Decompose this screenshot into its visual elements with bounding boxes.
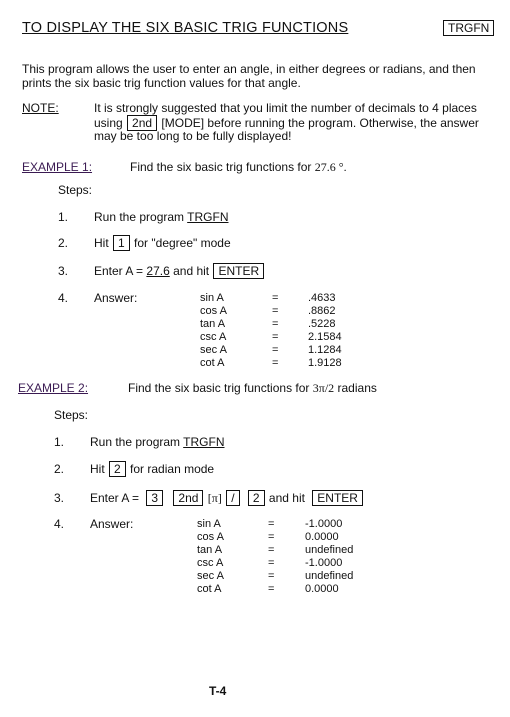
ex2-step-1-num: 1.	[54, 435, 65, 449]
ex1-step-3-pre: Enter A =	[94, 264, 144, 278]
ex2-step-3-mid: and hit	[268, 491, 305, 505]
fn-value: 2.1584	[308, 331, 342, 343]
fn-label: cot A	[200, 357, 225, 369]
note-label: NOTE:	[22, 101, 59, 115]
note-line-3: may be too long to be fully displayed!	[94, 129, 292, 143]
equals-sign: =	[272, 292, 279, 304]
ex1-step-1-num: 1.	[58, 210, 69, 224]
fn-label: csc A	[197, 557, 224, 569]
example-1-task	[130, 160, 347, 175]
fn-label: sec A	[200, 344, 227, 356]
key-2: 2	[248, 490, 265, 506]
key-divide: /	[226, 490, 239, 506]
equals-sign: =	[268, 531, 275, 543]
note-line-1: It is strongly suggested that you limit the number of decimals to 4 places	[94, 101, 477, 115]
note-line-2-pre: using	[94, 116, 123, 130]
ex1-step-2-num: 2.	[58, 236, 69, 250]
fn-value: 1.9128	[308, 357, 342, 369]
ex1-answer-label: Answer:	[94, 291, 138, 305]
example-2-task-text: Find the six basic trig functions for	[128, 381, 310, 395]
equals-sign: =	[268, 583, 275, 595]
pi-symbol: [π]	[207, 491, 222, 505]
ex1-step-2-pre: Hit	[94, 236, 109, 250]
fn-label: cos A	[197, 531, 224, 543]
fn-value: undefined	[305, 570, 354, 582]
key-2nd: 2nd	[173, 490, 203, 506]
fn-value: undefined	[305, 544, 354, 556]
ex2-step-2	[90, 461, 214, 477]
ex1-step-2	[94, 235, 231, 251]
intro-line-2: prints the six basic trig function values for that angle.	[22, 76, 301, 90]
ex2-step-3	[90, 490, 364, 506]
example-2-label: EXAMPLE 2:	[18, 381, 89, 395]
fn-value: 0.0000	[305, 583, 339, 595]
key-enter: ENTER	[312, 490, 363, 506]
ex2-program-name: TRGFN	[183, 435, 225, 449]
ex2-step-3-pre: Enter A =	[90, 491, 140, 505]
equals-sign: =	[268, 557, 275, 569]
fn-value: .8862	[308, 305, 336, 317]
fn-label: tan A	[197, 544, 223, 556]
ex2-step-3-num: 3.	[54, 491, 65, 505]
ex1-step-2-post: for "degree" mode	[134, 236, 231, 250]
ex2-step-2-num: 2.	[54, 462, 65, 476]
fn-label: cot A	[197, 583, 222, 595]
equals-sign: =	[268, 518, 275, 530]
fn-label: cos A	[200, 305, 227, 317]
page-number: T-4	[209, 684, 227, 698]
ex1-step-3-mid: and hit	[173, 264, 210, 278]
fn-value: -1.0000	[305, 518, 343, 530]
fn-value: 1.1284	[308, 344, 342, 356]
ex1-step-1	[94, 210, 229, 224]
ex2-step-1-text: Run the program	[90, 435, 181, 449]
example-2-task	[128, 381, 377, 396]
ex1-step-3-num: 3.	[58, 264, 69, 278]
key-1: 1	[113, 235, 130, 251]
intro-line-1: This program allows the user to enter an angle, in either degrees or radians, and then	[22, 62, 476, 76]
example-1-steps-label: Steps:	[58, 183, 93, 197]
ex2-step-4-num: 4.	[54, 517, 65, 531]
equals-sign: =	[268, 570, 275, 582]
example-1-task-value: 27.6 °.	[314, 160, 347, 174]
fn-label: sin A	[197, 518, 221, 530]
example-1-label: EXAMPLE 1:	[22, 160, 93, 174]
example-2-task-value: 3π/2	[312, 381, 335, 395]
page-title: TO DISPLAY THE SIX BASIC TRIG FUNCTIONS	[22, 20, 349, 36]
ex2-step-1	[90, 435, 225, 449]
equals-sign: =	[272, 344, 279, 356]
fn-value: .5228	[308, 318, 336, 330]
fn-value: -1.0000	[305, 557, 343, 569]
fn-value: 0.0000	[305, 531, 339, 543]
fn-label: sec A	[197, 570, 224, 582]
ex1-program-name: TRGFN	[187, 210, 229, 224]
key-2nd: 2nd	[127, 115, 157, 131]
key-2: 2	[109, 461, 126, 477]
fn-label: sin A	[200, 292, 224, 304]
fn-label: csc A	[200, 331, 227, 343]
equals-sign: =	[272, 331, 279, 343]
example-2-steps-label: Steps:	[54, 408, 89, 422]
example-1-task-text: Find the six basic trig functions for	[130, 160, 312, 174]
fn-label: tan A	[200, 318, 226, 330]
ex1-angle-value: 27.6	[146, 264, 170, 278]
ex1-step-1-text: Run the program	[94, 210, 185, 224]
equals-sign: =	[272, 318, 279, 330]
program-tag: TRGFN	[443, 20, 494, 36]
note-line-2-post: [MODE] before running the program. Otherwise, the answer	[161, 116, 479, 130]
ex2-step-2-post: for radian mode	[130, 462, 215, 476]
example-2-task-unit: radians	[337, 381, 377, 395]
ex2-step-2-pre: Hit	[90, 462, 105, 476]
ex2-answer-label: Answer:	[90, 517, 134, 531]
equals-sign: =	[272, 305, 279, 317]
ex1-step-4-num: 4.	[58, 291, 69, 305]
key-enter: ENTER	[213, 263, 264, 279]
equals-sign: =	[272, 357, 279, 369]
equals-sign: =	[268, 544, 275, 556]
ex1-step-3	[94, 263, 265, 279]
key-3: 3	[146, 490, 163, 506]
fn-value: .4633	[308, 292, 336, 304]
